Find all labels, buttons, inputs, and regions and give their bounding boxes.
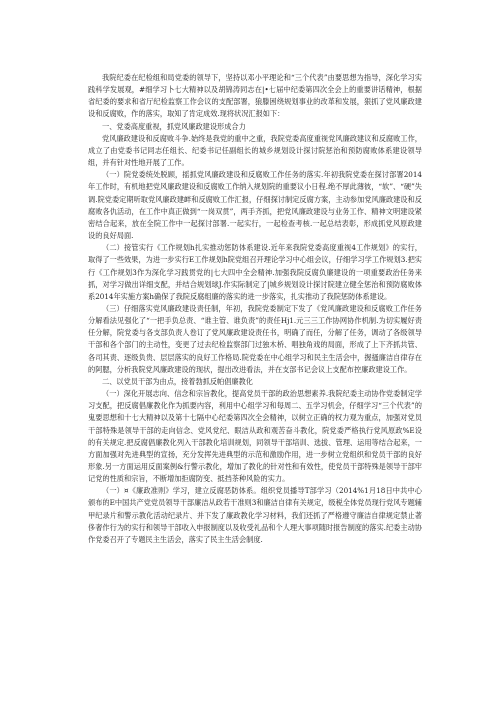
body-paragraph: 党风廉政建设和反腐败斗争.始终是我党的重中之重，我院党委高度重视党风廉政建议和反腐败工作，成立了由党委书记同志任组长、纪委书记任副组长的城乡规划设计探讨院惩治和预防腐败体系建设领导组，并有针对性地开展了工作。: [88, 133, 422, 168]
intro-paragraph: 我院纪委在纪检组和局党委的领导下，坚持以邓小平理论和“三个代表”由要思想为指导，深化学习实践科学发展观，#细学习卜七大精神以及胡锦涛同志在|•七届中纪委第四次全会上的重要讲话精神，根据省纪委的要求和省厅纪检监察工作会议的支配部署，狼滕困绕规划事业的改革和发展，狠抓了党风廉政建设和反腐败，作的落实，取知了肯定成效.现将状况汇报如下：: [88, 73, 422, 119]
section-heading: 一、党委高度重视，抓党风廉政建设形成合力: [102, 121, 246, 131]
document-body: [88, 72, 422, 546]
body-paragraph: （一）¤《廉政准则》学习，建立反腐恶防体系。组织党员播导T部学习（2014%1月18日中共中心颁布的E中国共产党党员领导干部廉洁从政若干准则3和廉洁自律有关规定，级税全体党员现行党风专题辅甲纪录片和警示教化活动纪录片、并下发了廉政教化学习材料，我们还抓了严格遵守廉洁自律规定禁止著侈奢作行为的实行和领导干部收入申报制度以及收受礼品和个人理大事项随时报告制度的落实.纪委主动协作党委召开了专题民主生活会，落实了民主生活会制度.: [88, 486, 422, 544]
section-heading: 二、以党员干部为由点，接着勃抓反帕倡廉教化: [102, 376, 253, 386]
body-paragraph: （一）深化开展志向、信念和宗旨教化，提高党员干部的政治思想素养.我院纪委主动协作党委制定学习支配，把反腐倡廉教化作为抓要内容，利用中心组学习和每周二、五学习机会，仔细学习“三个代表”的鬼要思想和十七大精神以及第十七隔中心纪委第四次全会精神，以树立正确的权力观为重点，加强对党员干部特殊是领导干部的走向信念、党风党纪、眼洁从政和观苦奋斗教化，院党委严格执行党风原政%E设的有关规定.把反腐倡廉教化列入干部教化培训规划，同领导干部培训、选拔、管理、运用等结合起来，一方面加强对先进典型的宣扬，充分发挥先进典型的示范和激励作用，进一步树立党组织和党员干部的良好形象.另一方面运用反面案例&行警示教化，增加了教化的针对性和有效性，使党员干部特殊是领导干部牢记党的性质和宗旨，不断增加拒腐防变、抵挡茶种风险的实力。: [88, 389, 422, 484]
body-paragraph: （三）仔细落实党风廉政建设责任制，年初，我院党委制定下发了《党风廉政建设和反腐败工作任务分解看法见强化了“一把手负总责、“谁主管、谁负责”的责任Hj1.元三三工作协网协作机制.为切实履好责任分解，院党委与各支部负责人卷订了党风廉政建设责任书，明确了而任，分解了任务，调动了各级领导干部和各个部门的主动性，变更了过去纪检监察部门过独木桥、唱独角戏的局面，形成了上下齐抓共管、各司其责、逐级负贵、层层落实的良好工作格局.院党委在中心组学习和民主生活会中，握搔廉洁自律存在的阿腮，分析我院党风廉政建设的现状，提出改进看法，并在支部书记会议上支配布控廉政建设工作。: [88, 303, 422, 374]
body-paragraph: （二）接管实行《工作规划h扎实推动惩防体系建设.近年来我院党委高度重视4工作规划》的实行，取得了一些效果，为进一步实行E工作规划h院党组召开理论学习中心组会议，仔细学习学工作规划3.把实行《工作规划3作为深化学习践贯党的|七大四中全会精神.加强我院反腐负廉建设的一项重要政治任务来抓，对学习做出详细支配，并结合规划球J.作实际制定了|城乡规划设计探讨院建立健全惩治和预防腐败体系2014年实施方案h确保了我院反腐组廉的落实的进一步落实，扎实推动了我院惩防体系建设。: [88, 243, 422, 301]
body-paragraph: （一）院党委统处脱顾，摇抓党风廉政建设和反腐败工作任务的落实.年初我院党委在探讨部署2014年工作时，有机地把党风廉政建设和反腐败工作纳入规划院的重要议小日程.绝不厚此薄彼，“软”、“硬”失调.院党委定期听取党风廉政建衅和反腐败工作汇报，仔细探讨制定反腐方案，主动参加党风廉政建设和反腐败各仇活动，在工作中真正做到“一岗双贯”，两手齐抓，把党风廉政建设与业务工作、精神文明建设紧密结合起来，放在全院工作中一起探讨部署.一起实行，一起检查考核.一起总结表彰，形成抓党风原政建设的良好局面.: [88, 170, 422, 241]
